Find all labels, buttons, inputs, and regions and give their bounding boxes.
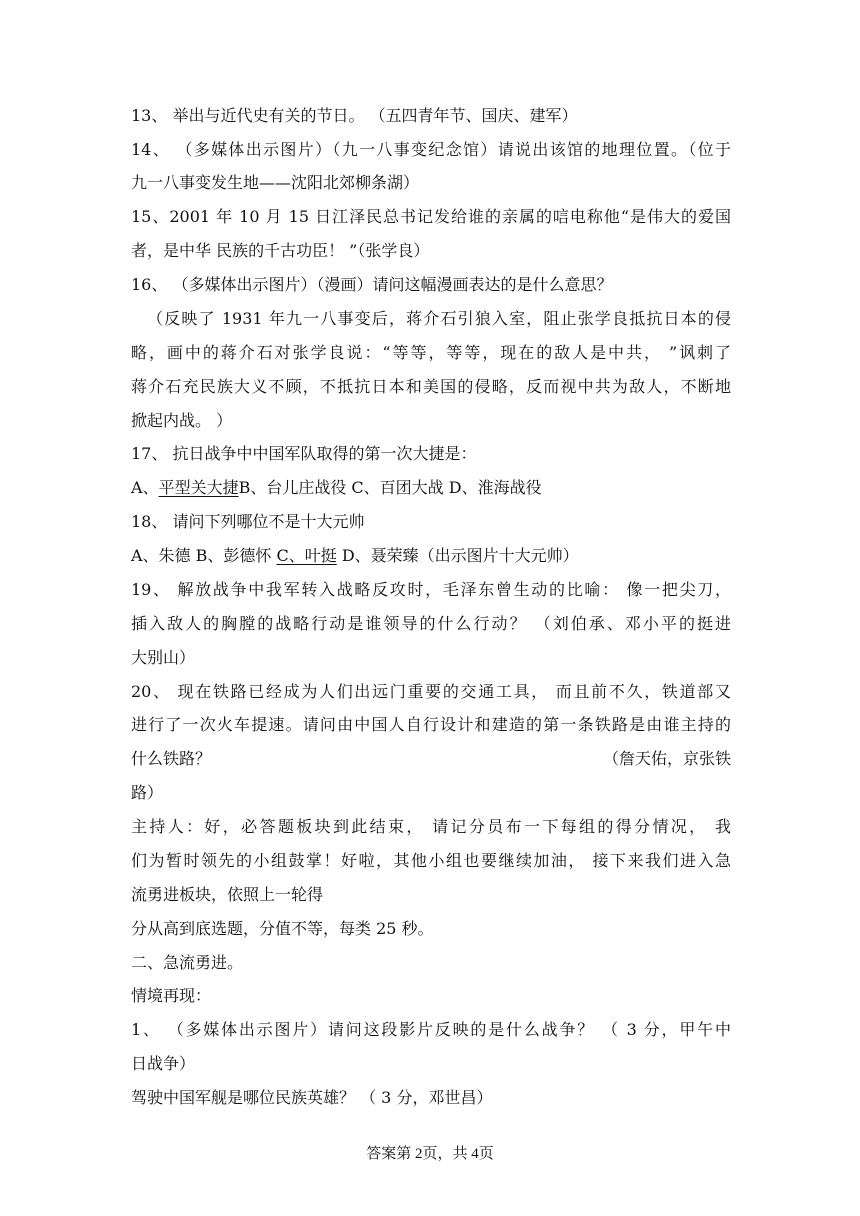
host-speech-line-3: 流勇进板块，依照上一轮得 [131, 885, 324, 904]
question-19: 19、 解放战争中我军转入战略反攻时，毛泽东曾生动的比喻： 像一把尖刀， [131, 580, 731, 599]
question-19-continued: 插入敌人的胸膛的战略行动是谁领导的什么行动？ （刘伯承、邓小平的挺进 [131, 614, 731, 633]
host-speech-line-4: 分从高到底选题，分值不等，每类 25 秒。 [131, 919, 434, 938]
question-17: 17、 抗日战争中中国军队取得的第一次大捷是： [131, 444, 477, 463]
answer-14: 九一八事变发生地——沈阳北郊柳条湖） [131, 173, 420, 192]
question-14: 14、 （多媒体出示图片）（九一八事变纪念馆）请说出该馆的地理位置。（位于 [131, 140, 731, 159]
question-15-continued: 者，是中华 民族的千古功臣！ ”（张学良） [131, 241, 430, 260]
page-footer: 答案第 2页，共 4页 [366, 1146, 494, 1162]
question-18: 18、 请问下列哪位不是十大元帅 [131, 512, 365, 531]
subsection-heading: 情境再现： [131, 986, 212, 1005]
question-20-continued: 进行了一次火车提速。请问由中国人自行设计和建造的第一条铁路是由谁主持的 [131, 715, 731, 734]
options-18-start: A、朱德 B、彭德怀 [131, 546, 277, 565]
answer-16-line-2: 略，画中的蒋介石对张学良说：“等等，等等，现在的敌人是中共， ”讽刺了 [131, 343, 731, 362]
rapid-question-1: 1、 （多媒体出示图片）请问这段影片反映的是什么战争？ （ 3 分，甲午中 [131, 1020, 731, 1039]
options-18 [131, 546, 731, 566]
section-heading: 二、急流勇进。 [131, 953, 244, 972]
options-17-rest: B、台儿庄战役 C、百团大战 D、淮海战役 [238, 478, 542, 497]
host-speech-line-2: 们为暂时领先的小组鼓掌！好啦，其他小组也要继续加油， 接下来我们进入急 [131, 851, 731, 870]
question-15: 15、2001 年 10 月 15 日江泽民总书记发给谁的亲属的唁电称他“是伟大的爱国 [131, 207, 731, 226]
question-13: 13、 举出与近代史有关的节日。 （五四青年节、国庆、建军） [131, 106, 578, 125]
question-20-end: 什么铁路？ [131, 749, 212, 768]
rapid-question-1b: 驾驶中国军舰是哪位民族英雄？ （ 3 分，邓世昌） [131, 1088, 493, 1107]
question-20: 20、 现在铁路已经成为人们出远门重要的交通工具， 而且前不久，铁道部又 [131, 682, 731, 701]
host-speech-line-1: 主持人：好，必答题板块到此结束， 请记分员布一下每组的得分情况， 我 [131, 817, 731, 836]
option-a-prefix: A、 [131, 478, 159, 497]
options-18-rest: D、聂荣臻（出示图片十大元帅） [336, 546, 579, 565]
options-17 [131, 478, 731, 498]
answer-20-end: 路） [131, 783, 164, 802]
answer-16-line-1: （反映了 1931 年九一八事变后，蒋介石引狼入室，阻止张学良抵抗日本的侵 [147, 309, 731, 328]
question-16: 16、 （多媒体出示图片）（漫画）请问这幅漫画表达的是什么意思？ [131, 275, 613, 294]
rapid-answer-1: 日战争） [131, 1054, 196, 1073]
answer-20: （詹天佑，京张铁 [602, 749, 731, 768]
answer-16-line-4: 掀起内战。 ） [131, 411, 233, 430]
answer-19: 大别山） [131, 648, 196, 667]
answer-16-line-3: 蒋介石充民族大义不顾，不抵抗日本和美国的侵略，反而视中共为敌人，不断地 [131, 377, 731, 396]
correct-answer-18: C、叶挺 [276, 546, 337, 565]
correct-answer-17: 平型关大捷 [158, 478, 239, 497]
